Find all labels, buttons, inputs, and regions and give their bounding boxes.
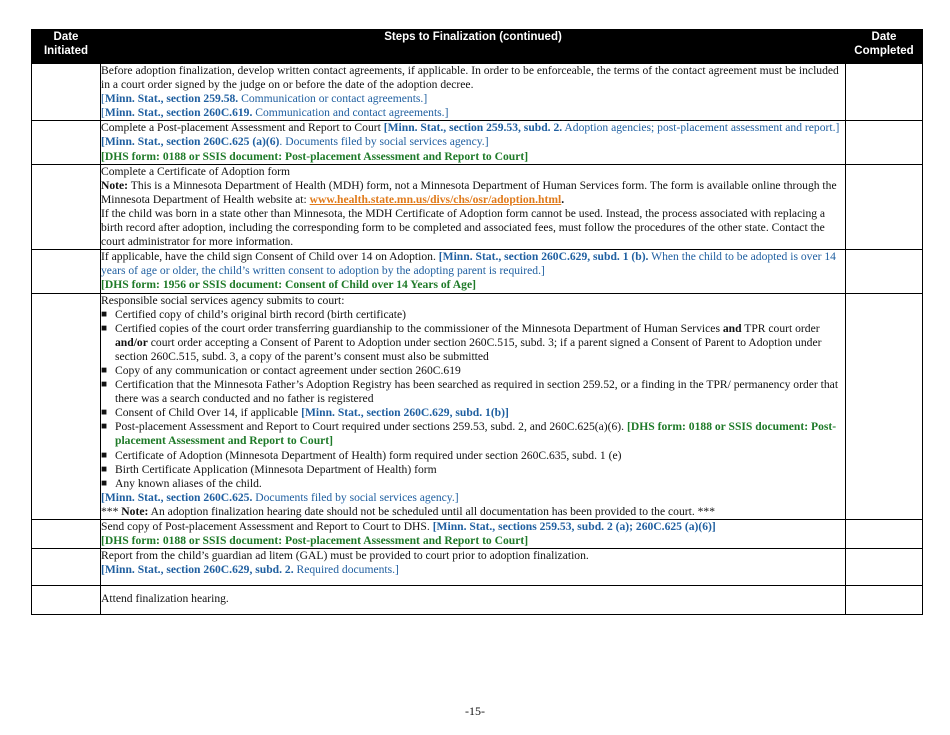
step-cell-consent-of-child — [101, 250, 846, 293]
table-row — [32, 121, 923, 164]
date-completed-cell[interactable] — [846, 549, 923, 586]
date-completed-cell[interactable] — [846, 64, 923, 121]
table-header-row — [32, 30, 923, 64]
table-row — [32, 293, 923, 520]
date-initiated-cell[interactable] — [32, 250, 101, 293]
list-item: ■ Certified copies of the court order transferring guardianship to the commissioner of the Minnesota Department of Human Services and TPR court order and/or court order accepting a Consent of Parent to Adoption under section 260C.515, subd. 3; if a parent signed a Consent of Parent to Adoption under section 260C.515, subd. 3, a copy of the parent’s consent must also be submitted — [101, 322, 845, 364]
step-note: Note: This is a Minnesota Department of Health (MDH) form, not a Minnesota Department of Human Services form. The form is available online through the Minnesota Department of Health website at: www.health.state.mn.us/divs/chs/osr/adoption.html. — [101, 178, 837, 206]
date-initiated-cell[interactable] — [32, 520, 101, 549]
list-item: ■ Certificate of Adoption (Minnesota Department of Health) form required under section 260C.635, subd. 1 (e) — [101, 449, 845, 463]
finalization-steps-table — [31, 29, 923, 615]
step-cell-gal-report — [101, 549, 846, 586]
header-date-initiated: Date Initiated — [32, 30, 101, 64]
list-item: ■ Certified copy of child’s original birth record (birth certificate) — [101, 308, 845, 322]
step-text: If the child was born in a state other than Minnesota, the MDH Certificate of Adoption form cannot be used. Instead, the process associated with replacing a birth record after adoption, including the corresponding form to be completed and associated fees, must follow the procedures of the other state. Contact the court administrator for more information. — [101, 206, 826, 249]
date-completed-cell[interactable] — [846, 164, 923, 250]
submission-list — [101, 308, 845, 491]
step-note: *** Note: An adoption finalization hearing date should not be scheduled until all documentation has been provided to the court. *** — [101, 504, 716, 518]
step-reference: [Minn. Stat., section 259.58. Communication or contact agreements.] — [101, 92, 428, 106]
date-completed-cell[interactable] — [846, 586, 923, 615]
step-text: Complete a Post-placement Assessment and Report to Court [Minn. Stat., section 259.53, subd. 2. Adoption agencies; post-placement assessment and report.] [Minn. Stat., section 260C.625 (a)(6). Documents filed by social services agency.] — [101, 121, 840, 149]
date-initiated-cell[interactable] — [32, 121, 101, 164]
step-text: Before adoption finalization, develop written contact agreements, if applicable. In order to be enforceable, the terms of the contact agreement must be included in a court order signed by the judge on or before the date of the adoption decree. — [101, 64, 839, 92]
date-initiated-cell[interactable] — [32, 64, 101, 121]
page-number: -15- — [465, 704, 485, 718]
list-item: ■ Consent of Child Over 14, if applicable [Minn. Stat., section 260C.629, subd. 1(b)] — [101, 406, 845, 420]
table-row — [32, 586, 923, 615]
date-initiated-cell[interactable] — [32, 549, 101, 586]
date-completed-cell[interactable] — [846, 250, 923, 293]
table-row — [32, 250, 923, 293]
step-text: Report from the child’s guardian ad litem (GAL) must be provided to court prior to adoption finalization. — [101, 549, 589, 563]
step-cell-certificate-of-adoption — [101, 164, 846, 250]
header-steps: Steps to Finalization (continued) — [101, 30, 846, 64]
step-reference: [Minn. Stat., section 260C.619. Communication and contact agreements.] — [101, 106, 449, 120]
date-initiated-cell[interactable] — [32, 164, 101, 250]
step-cell-agency-submits-to-court — [101, 293, 846, 520]
table-row — [32, 520, 923, 549]
date-completed-cell[interactable] — [846, 121, 923, 164]
list-item: ■ Any known aliases of the child. — [101, 477, 845, 491]
step-reference: [Minn. Stat., section 260C.629, subd. 2. Required documents.] — [101, 563, 399, 577]
table-row — [32, 64, 923, 121]
step-text: Send copy of Post-placement Assessment and Report to Court to DHS. [Minn. Stat., sections 259.53, subd. 2 (a); 260C.625 (a)(6)] — [101, 520, 716, 533]
dhs-form-reference: [DHS form: 0188 or SSIS document: Post-placement Assessment and Report to Court] — [101, 534, 529, 548]
date-completed-cell[interactable] — [846, 520, 923, 549]
date-completed-cell[interactable] — [846, 293, 923, 520]
dhs-form-reference: [DHS form: 0188 or SSIS document: Post-placement Assessment and Report to Court] — [101, 149, 529, 163]
step-cell-post-placement-report — [101, 121, 846, 164]
header-date-completed: Date Completed — [846, 30, 923, 64]
table-row — [32, 164, 923, 250]
date-initiated-cell[interactable] — [32, 586, 101, 615]
step-reference: [Minn. Stat., section 260C.625. Documents filed by social services agency.] — [101, 490, 459, 504]
date-initiated-cell[interactable] — [32, 293, 101, 520]
list-item: ■ Post-placement Assessment and Report to Court required under sections 259.53, subd. 2, and 260C.625(a)(6). [DHS form: 0188 or SSIS document: Post-placement Assessment and Report to Court] — [101, 420, 845, 448]
dhs-form-reference: [DHS form: 1956 or SSIS document: Consent of Child over 14 Years of Age] — [101, 278, 476, 292]
mdh-adoption-link[interactable]: www.health.state.mn.us/divs/chs/osr/adoption.html — [309, 192, 562, 206]
list-item: ■ Birth Certificate Application (Minnesota Department of Health) form — [101, 463, 845, 477]
step-cell-contact-agreements — [101, 64, 846, 121]
step-cell-finalization-hearing — [101, 586, 846, 615]
step-text: If applicable, have the child sign Consent of Child over 14 on Adoption. [Minn. Stat., section 260C.629, subd. 1 (b). When the child to be adopted is over 14 years of age or older, the child’s written consent to adoption by the adopting parent is required.] — [101, 250, 836, 278]
step-text: Responsible social services agency submits to court: — [101, 293, 345, 307]
table-row — [32, 549, 923, 586]
list-item: ■ Certification that the Minnesota Father’s Adoption Registry has been searched as required in section 259.52, or a finding in the TPR/ permanency order that there was a search conducted and no father is registered — [101, 378, 845, 406]
list-item: ■ Copy of any communication or contact agreement under section 260C.619 — [101, 364, 845, 378]
step-text: Attend finalization hearing. — [101, 592, 229, 606]
step-cell-send-copy-to-dhs — [101, 520, 846, 549]
step-text: Complete a Certificate of Adoption form — [101, 164, 290, 178]
